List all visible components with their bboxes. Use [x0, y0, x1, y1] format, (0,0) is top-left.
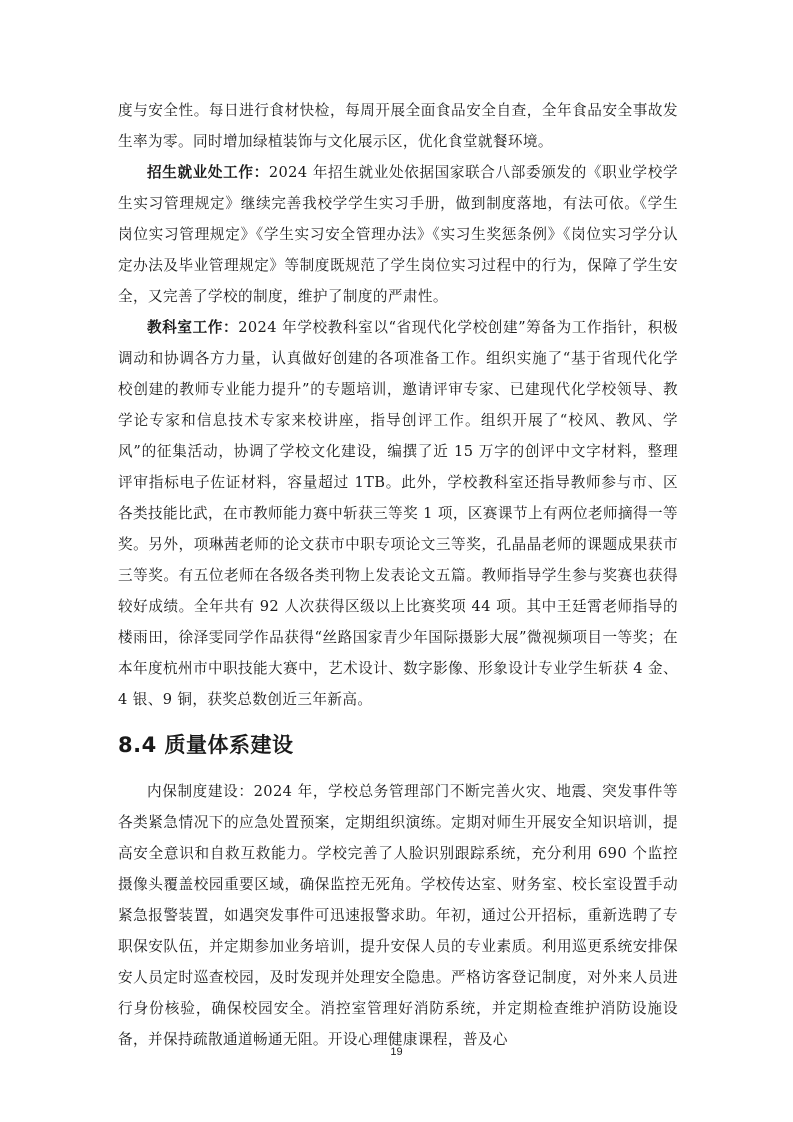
admissions-employment-body: 2024 年招生就业处依据国家联合八部委颁发的《职业学校学生实习管理规定》继续完善我校学学生实习手册，做到制度落地，有法可依。《学生岗位实习管理规定》《学生实习安全管理办法》《实习生奖惩条例》《岗位实习学分认定办法及毕业管理规定》等制度既规范了学生岗位实习过程中的行为，保障了学生安全，又完善了学校的制度，维护了制度的严肃性。	[118, 164, 678, 305]
research-office-heading: 教科室工作：	[147, 319, 239, 336]
page-number: 19	[390, 1046, 403, 1058]
research-office-body: 2024 年学校教科室以“省现代化学校创建”筹备为工作指针，积极调动和协调各方力量，认真做好创建的各项准备工作。组织实施了“基于省现代化学校创建的教师专业能力提升”的专题培训，邀请评审专家、已建现代化学校领导、教学论专家和信息技术专家来校讲座，指导创评工作。组织开展了“校风、教风、学风”的征集活动，协调了学校文化建设，编撰了近 15 万字的创评中文字材料，整理评审指标电子佐证材料，容量超过 1TB。此外，学校教科室还指导教师参与市、区各类技能比武，在市教师能力赛中斩获三等奖 1 项，区赛课节上有两位老师摘得一等奖。另外，项琳茜老师的论文获市中职专项论文三等奖，孔晶晶老师的课题成果获市三等奖。有五位老师在各级各类刊物上发表论文五篇。教师指导学生参与奖赛也获得较好成绩。全年共有 92 人次获得区级以上比赛奖项 44 项。其中王廷霄老师指导的楼雨田，徐泽雯同学作品获得“丝路国家青少年国际摄影大展”微视频项目一等奖；在本年度杭州市中职技能大赛中，艺术设计、数字影像、形象设计专业学生斩获 4 金、4 银、9 铜，获奖总数创近三年新高。	[118, 319, 678, 708]
paragraph-internal-security: 内保制度建设：2024 年，学校总务管理部门不断完善火灾、地震、突发事件等各类紧急情况下的应急处置预案，定期组织演练。定期对师生开展安全知识培训，提高安全意识和自救互救能力。学校完善了人脸识别跟踪系统，充分利用 690 个监控摄像头覆盖校园重要区域，确保监控无死角。学校传达室、财务室、校长室设置手动紧急报警装置，如遇突发事件可迅速报警求助。年初，通过公开招标，重新选聘了专职保安队伍，并定期参加业务培训，提升安保人员的专业素质。利用巡更系统安排保安人员定时巡查校园，及时发现并处理安全隐患。严格访客登记制度，对外来人员进行身份核验，确保校园安全。消控室管理好消防系统，并定期检查维护消防设施设备，并保持疏散通道畅通无阻。开设心理健康课程，普及心	[118, 783, 678, 1048]
admissions-employment-heading: 招生就业处工作：	[147, 164, 269, 181]
paragraph-admissions-employment	[118, 157, 678, 312]
page-content	[118, 95, 678, 1055]
paragraph-research-office	[118, 312, 678, 715]
paragraph-canteen-continuation: 度与安全性。每日进行食材快检，每周开展全面食品安全自查，全年食品安全事故发生率为零。同时增加绿植装饰与文化展示区，优化食堂就餐环境。	[118, 102, 678, 150]
section-title: 8.4 质量体系建设	[118, 733, 294, 757]
